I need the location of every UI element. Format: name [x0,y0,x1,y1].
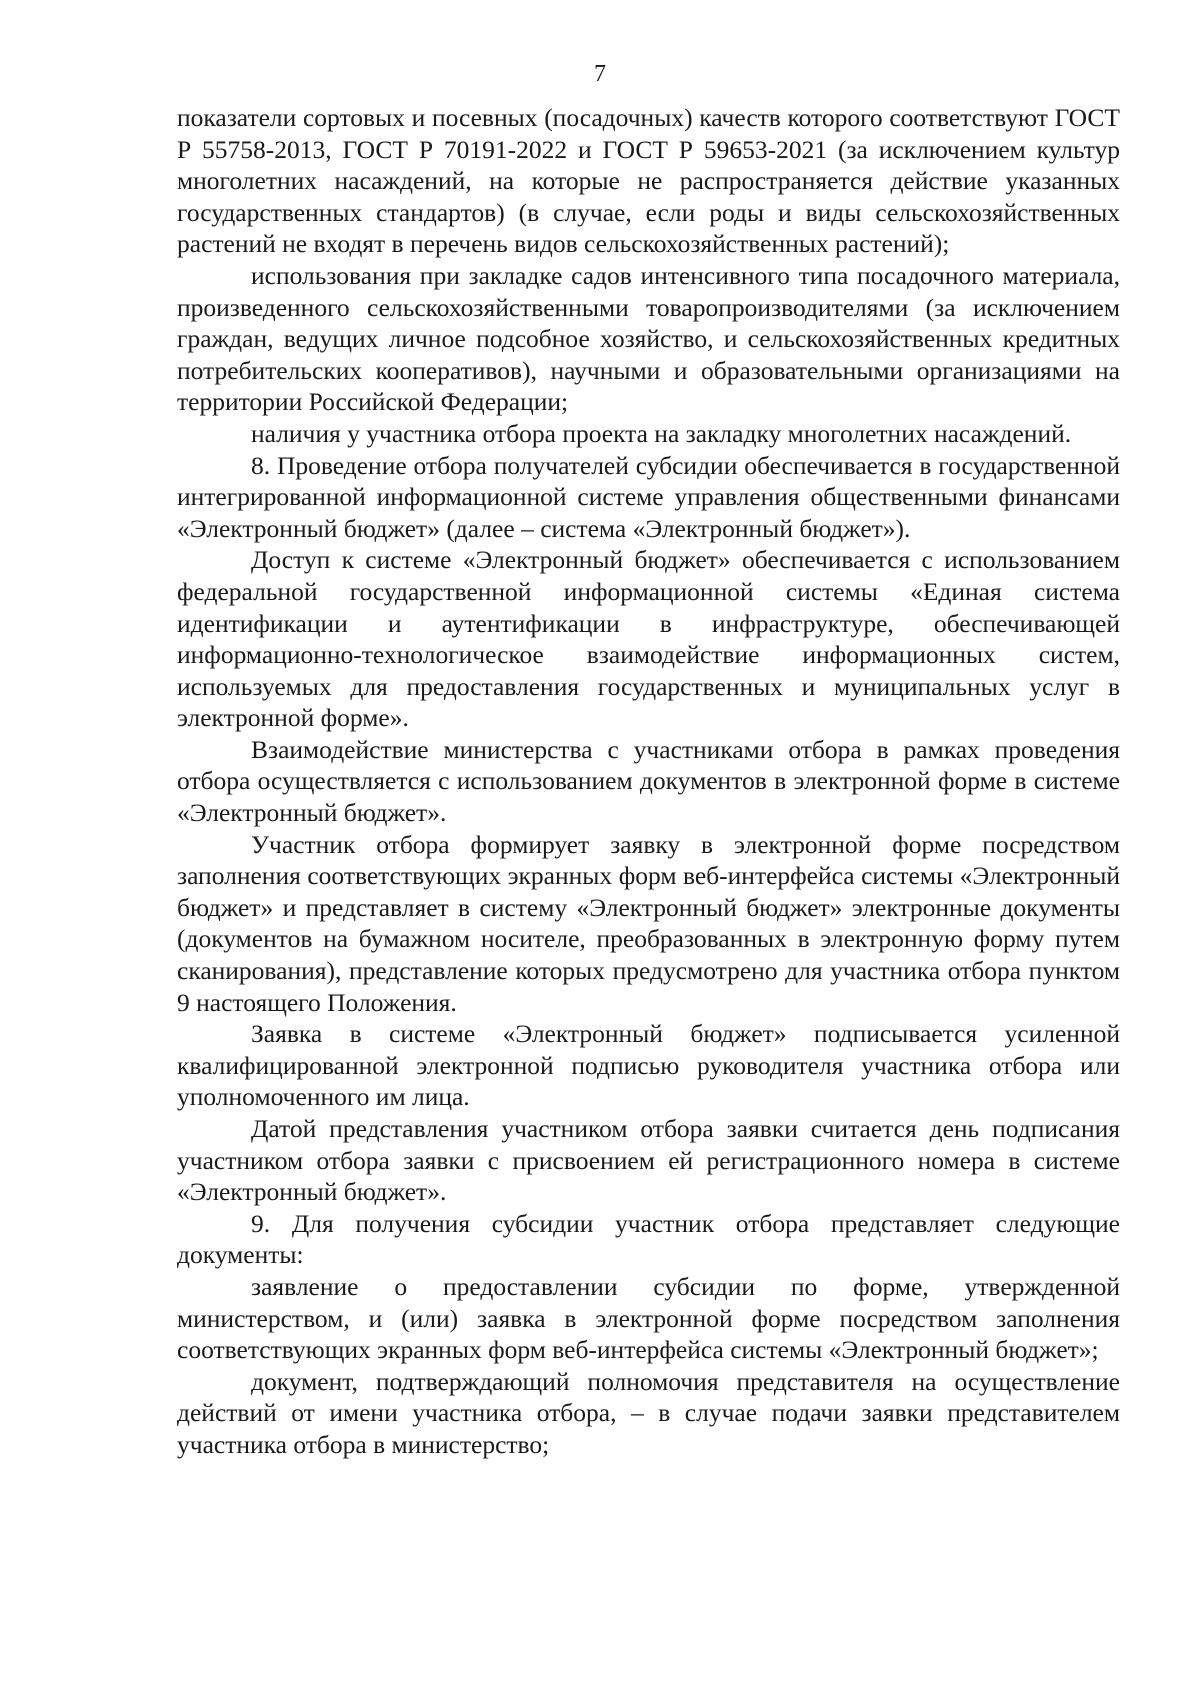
document-body [177,102,1120,1461]
paragraph-item-8: 8. Проведение отбора получателей субсидии обеспечивается в государственной интегрированной информационной системе управления общественными финансами «Электронный бюджет» (далее – система «Электронный бюджет»). [177,450,1120,543]
paragraph-statement: заявление о предоставлении субсидии по форме, утвержденной министерством, и (или) заявка в электронной форме посредством заполнения соответствующих экранных форм веб-интерфейса системы «Электронный бюджет»; [177,1271,1120,1365]
paragraph-planting-material: использования при закладке садов интенсивного типа посадочного материала, произведенного сельскохозяйственными товаропроизводителями (за исключением граждан, ведущих личное подсобное хозяйство, и сельскохозяйственных кредитных потребительских кооперативов), научными и образовательными организациями на территории Российской Федерации; [177,260,1120,417]
paragraph-application: Участник отбора формирует заявку в электронной форме посредством заполнения соответствующих экранных форм веб-интерфейса системы «Электронный бюджет» и представляет в систему «Электронный бюджет» электронные документы (документов на бумажном носителе, преобразованных в электронную форму путем сканирования), представление которых предусмотрено для участника отбора пунктом 9 настоящего Положения. [177,829,1120,1017]
page-number: 7 [594,61,606,87]
paragraph-access: Доступ к системе «Электронный бюджет» обеспечивается с использованием федеральной государственной информационной системы «Единая система идентификации и аутентификации в инфраструктуре, обеспечивающей информационно-технологическое взаимодействие информационных систем, используемых для предоставления государственных и муниципальных услуг в электронной форме». [177,545,1120,733]
paragraph-signature: Заявка в системе «Электронный бюджет» подписывается усиленной квалифицированной электронной подписью руководителя участника отбора или уполномоченного им лица. [177,1019,1120,1112]
paragraph-seed-quality: показатели сортовых и посевных (посадочных) качеств которого соответствуют ГОСТ Р 55758-2013, ГОСТ Р 70191-2022 и ГОСТ Р 59653-2021 (за исключением культур многолетних насаждений, на которые не распространяется действие указанных государственных стандартов) (в случае, если роды и виды сельскохозяйственных растений не входят в перечень видов сельскохозяйственных растений); [177,103,1120,259]
paragraph-authority-document: документ, подтверждающий полномочия представителя на осуществление действий от имени участника отбора, – в случае подачи заявки представителем участника отбора в министерство; [177,1366,1120,1459]
paragraph-project: наличия у участника отбора проекта на закладку многолетних насаждений. [251,418,1072,448]
paragraph-submission-date: Датой представления участником отбора заявки считается день подписания участником отбора заявки с присвоением ей регистрационного номера в системе «Электронный бюджет». [177,1114,1120,1207]
paragraph-item-9: 9. Для получения субсидии участник отбора представляет следующие документы: [177,1208,1120,1270]
paragraph-interaction: Взаимодействие министерства с участниками отбора в рамках проведения отбора осуществляется с использованием документов в электронной форме в системе «Электронный бюджет». [177,734,1120,828]
